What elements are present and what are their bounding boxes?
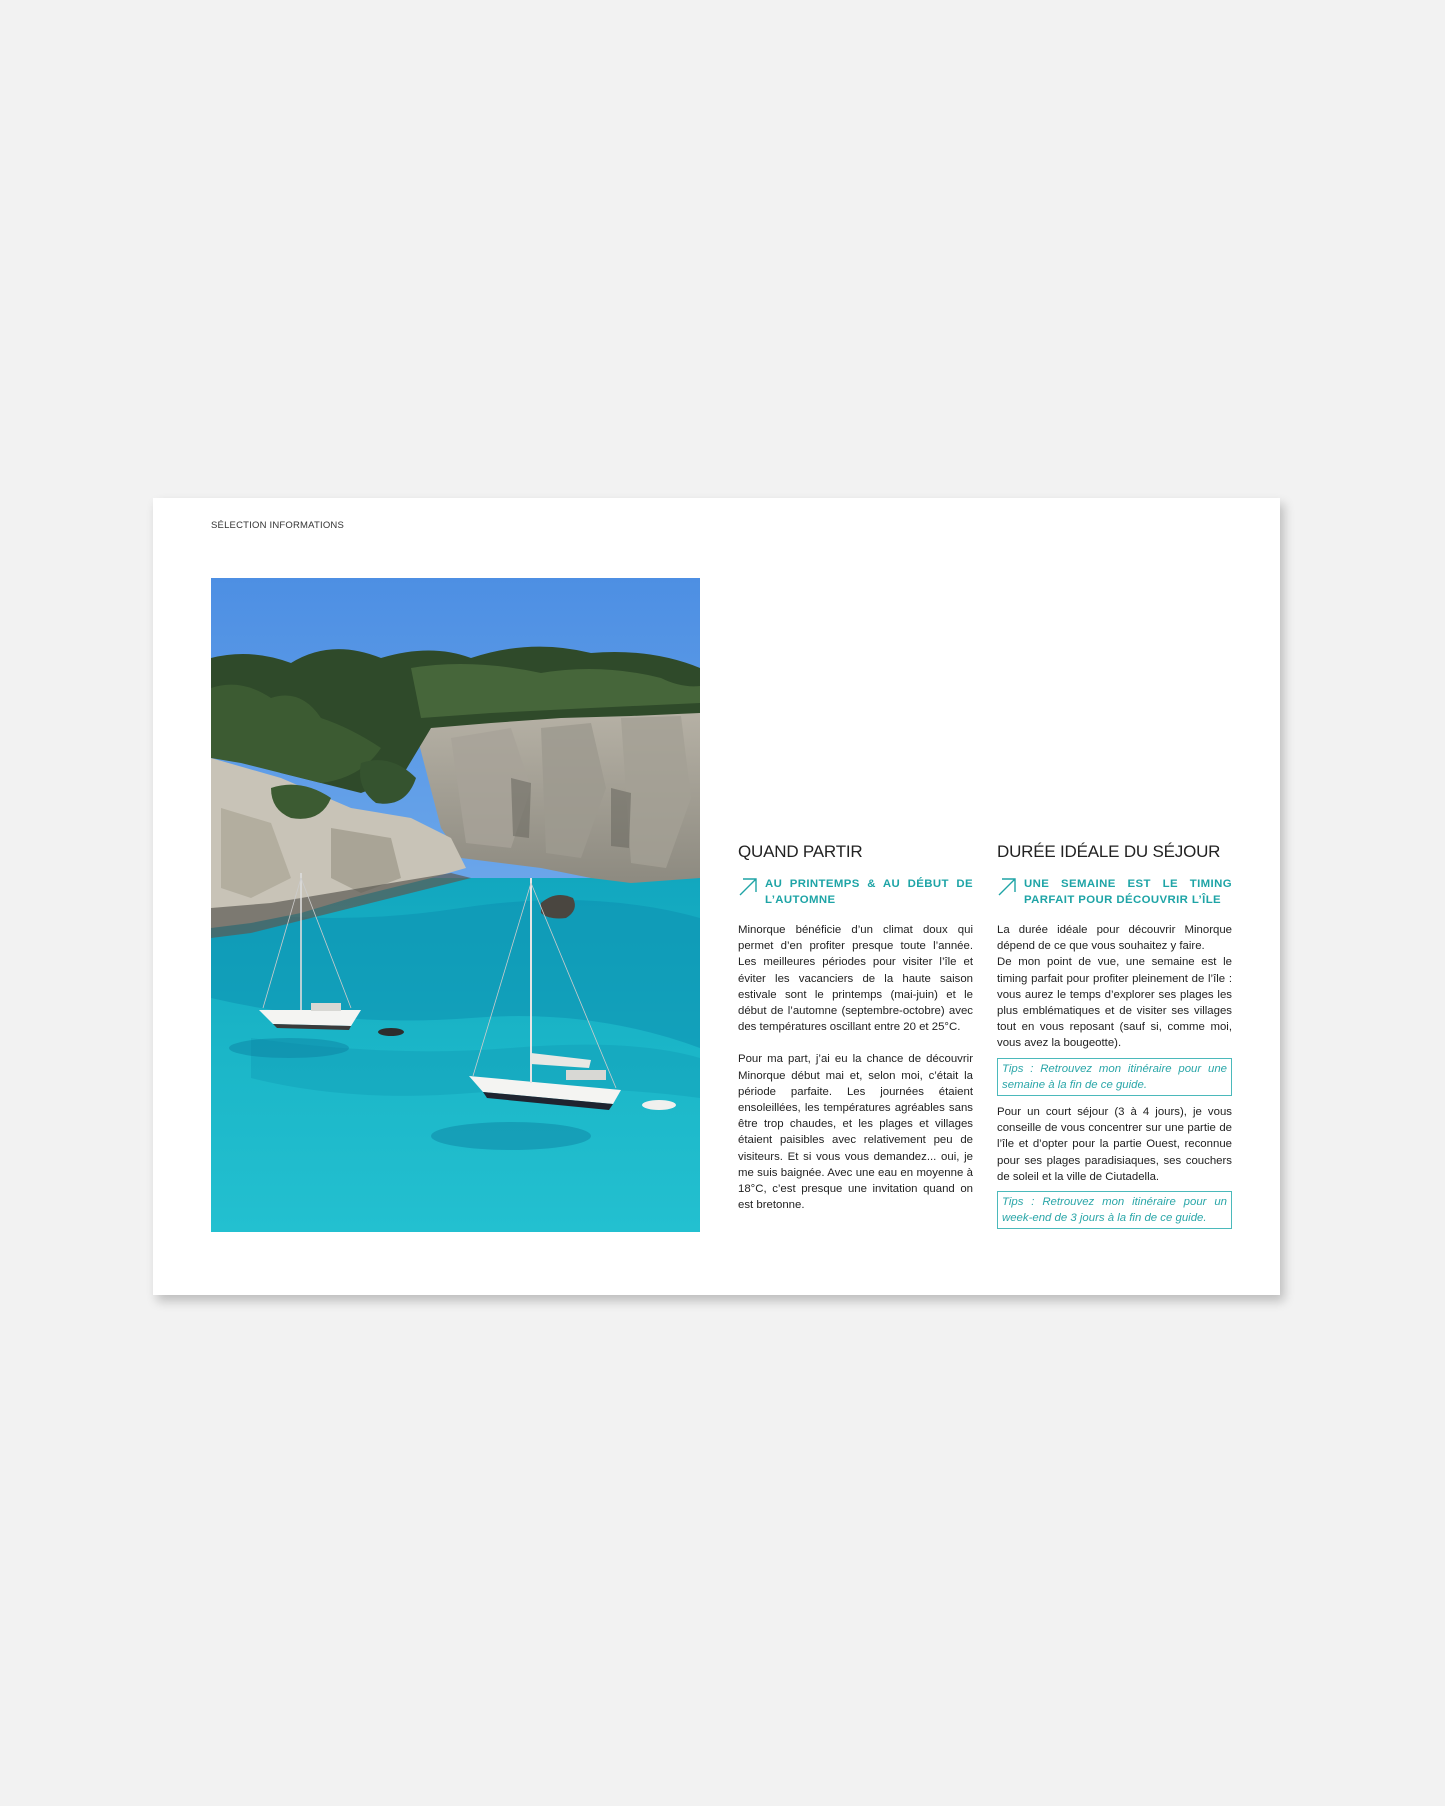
duree-sejour-paragraph-3: Pour un court séjour (3 à 4 jours), je vous conseille de vous concentrer sur une partie de l’île et d’opter pour la partie Ouest, reconnue pour ses plages paradisiaques, ses couchers de soleil et la ville de Ciutadella. xyxy=(997,1106,1232,1183)
section-label: SÉLECTION INFORMATIONS xyxy=(211,520,345,531)
brochure-page xyxy=(153,498,1280,1295)
quand-partir-subtitle xyxy=(738,876,973,908)
column-duree-sejour xyxy=(997,842,1232,1237)
duree-sejour-paragraph-2: De mon point de vue, une semaine est le timing parfait pour profiter pleinement de l’île : vous aurez le temps d’explorer ses plages les plus emblématiques et de visiter ses villages tout en vous reposant (sauf si, comme moi, vous avez la bougeotte). xyxy=(997,956,1232,1050)
arrow-up-right-icon xyxy=(997,877,1017,897)
quand-partir-title: QUAND PARTIR xyxy=(738,842,863,861)
cove-photo xyxy=(211,578,700,1232)
arrow-up-right-icon xyxy=(738,877,758,897)
duree-sejour-paragraph-1: La durée idéale pour découvrir Minorque dépend de ce que vous souhaitez y faire. xyxy=(997,924,1232,953)
duree-sejour-subtitle-text: UNE SEMAINE EST LE TIMING PARFAIT POUR DÉCOUVRIR L’ÎLE xyxy=(1024,878,1232,906)
quand-partir-paragraph-1: Minorque bénéficie d’un climat doux qui permet d’en profiter presque toute l’année. Les meilleures périodes pour visiter l’île et éviter les vacanciers de la haute saison estivale sont le printemps (mai-juin) et le début de l’automne (septembre-octobre) avec des températures oscillant entre 20 et 25°C. xyxy=(738,924,973,1034)
cove-illustration xyxy=(211,578,700,1232)
duree-sejour-title: DURÉE IDÉALE DU SÉJOUR xyxy=(997,842,1221,861)
tip-box-week-itinerary: Tips : Retrouvez mon itinéraire pour une semaine à la fin de ce guide. xyxy=(997,1058,1232,1096)
quand-partir-paragraph-2: Pour ma part, j’ai eu la chance de découvrir Minorque début mai et, selon moi, c’était la période parfaite. Les journées étaient ensoleillées, les températures agréables sans être trop chaudes, et les plages et villages étaient paisibles avec relativement peu de visiteurs. Et si vous vous demandez... oui, je me suis baignée. Avec une eau en moyenne à 18°C, c’est presque une invitation quand on est bretonne. xyxy=(738,1053,973,1212)
tip-box-weekend-itinerary: Tips : Retrouvez mon itinéraire pour un week-end de 3 jours à la fin de ce guide. xyxy=(997,1191,1232,1229)
quand-partir-subtitle-text: AU PRINTEMPS & AU DÉBUT DE L’AUTOMNE xyxy=(765,878,973,906)
duree-sejour-subtitle xyxy=(997,876,1232,908)
column-quand-partir xyxy=(738,842,973,1213)
